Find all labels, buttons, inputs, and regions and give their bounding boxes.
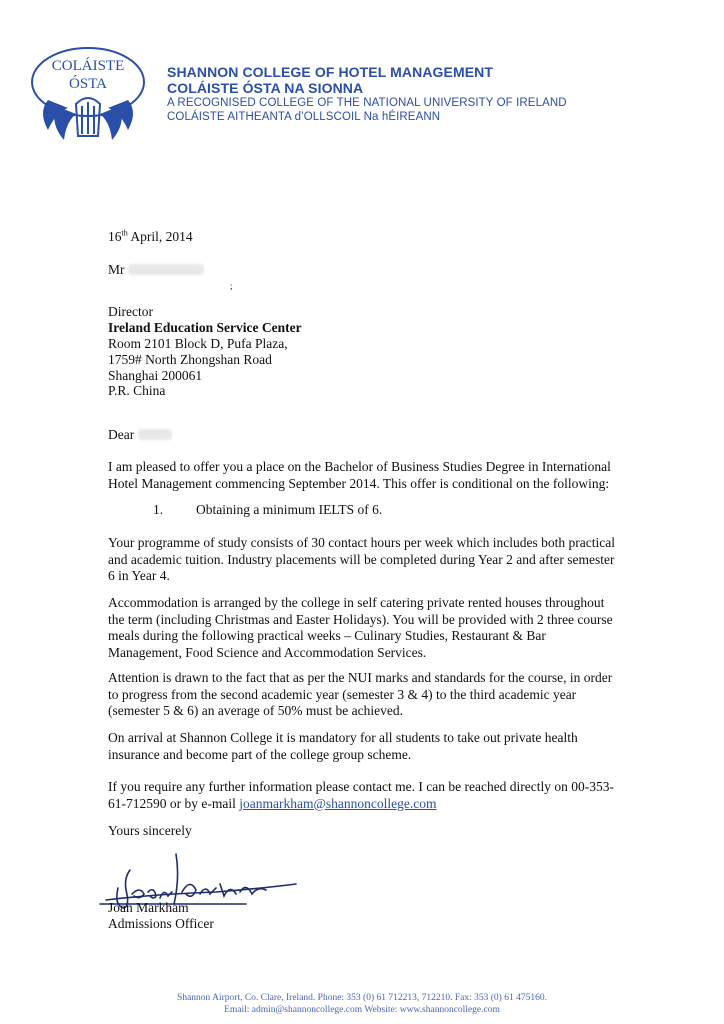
address-line: Room 2101 Block D, Pufa Plaza, (108, 336, 288, 351)
recipient-organization: Ireland Education Service Center (108, 320, 302, 335)
recognition-english: A RECOGNISED COLLEGE OF THE NATIONAL UNIVERSITY OF IRELAND (167, 97, 567, 109)
redacted-name (128, 264, 204, 275)
college-name-irish: COLÁISTE ÓSTA NA SIONNA (167, 80, 364, 96)
paragraph-insurance: On arrival at Shannon College it is mandatory for all students to take out private health insurance and become part of the college group scheme. (108, 730, 578, 762)
condition-text: Obtaining a minimum IELTS of 6. (196, 502, 383, 517)
recipient-prefix: Mr (108, 262, 125, 277)
address-line: P.R. China (108, 383, 166, 398)
paragraph-accommodation: Accommodation is arranged by the college in self catering private rented houses throughout the term (including Christmas and Easter Holidays). You will be provided with 2 three course meals during the following practical weeks – Culinary Studies, Restaurant & Bar Management, Food Science and Accommodation Services. (108, 595, 613, 660)
closing: Yours sincerely (108, 823, 192, 838)
college-name-english: SHANNON COLLEGE OF HOTEL MANAGEMENT (167, 64, 494, 80)
letterhead (167, 64, 567, 124)
recipient-title: Director (108, 304, 153, 319)
signer-name: Joan Markham (108, 900, 189, 915)
logo-text-line2: ÓSTA (69, 76, 107, 92)
paragraph-progression: Attention is drawn to the fact that as per the NUI marks and standards for the course, in order to progress from the second academic year (semester 3 & 4) to the third academic year (semester 5 & 6) an average of 50% must be achieved. (108, 670, 613, 718)
greeting: Dear (108, 427, 172, 444)
condition-number: 1. (153, 502, 164, 517)
signer-title: Admissions Officer (108, 916, 214, 931)
logo-text-line1: COLÁISTE (51, 58, 125, 74)
paragraph-offer: I am pleased to offer you a place on the Bachelor of Business Studies Degree in International Hotel Management commencing September 2014. This offer is conditional on the following: (108, 459, 611, 491)
stray-semicolon: ; (230, 281, 233, 291)
footer-address: Shannon Airport, Co. Clare, Ireland. Phone: 353 (0) 61 712213, 712210. Fax: 353 (0) 61 475160. (177, 993, 547, 1003)
address-line: Shanghai 200061 (108, 368, 203, 383)
redacted-name (138, 429, 172, 440)
recipient-name-line (108, 262, 204, 279)
paragraph-contact: If you require any further information please contact me. I can be reached directly on 00-353- 61-712590 or by e-mail joanmarkham@shannoncollege.com (108, 779, 615, 811)
recognition-irish: COLÁISTE AITHEANTA d’OLLSCOIL Na hÉIREANN (167, 111, 441, 123)
college-logo (28, 40, 148, 155)
letter-date: 16th April, 2014 (108, 228, 193, 244)
footer-contact: Email: admin@shannoncollege.com Website: www.shannoncollege.com (224, 1005, 500, 1015)
email-link[interactable]: joanmarkham@shannoncollege.com (239, 795, 437, 811)
paragraph-programme: Your programme of study consists of 30 contact hours per week which includes both practical and academic tuition. Industry placements will be completed during Year 2 and after semester 6 in Year 4. (108, 535, 616, 583)
address-line: 1759# North Zhongshan Road (108, 352, 272, 367)
